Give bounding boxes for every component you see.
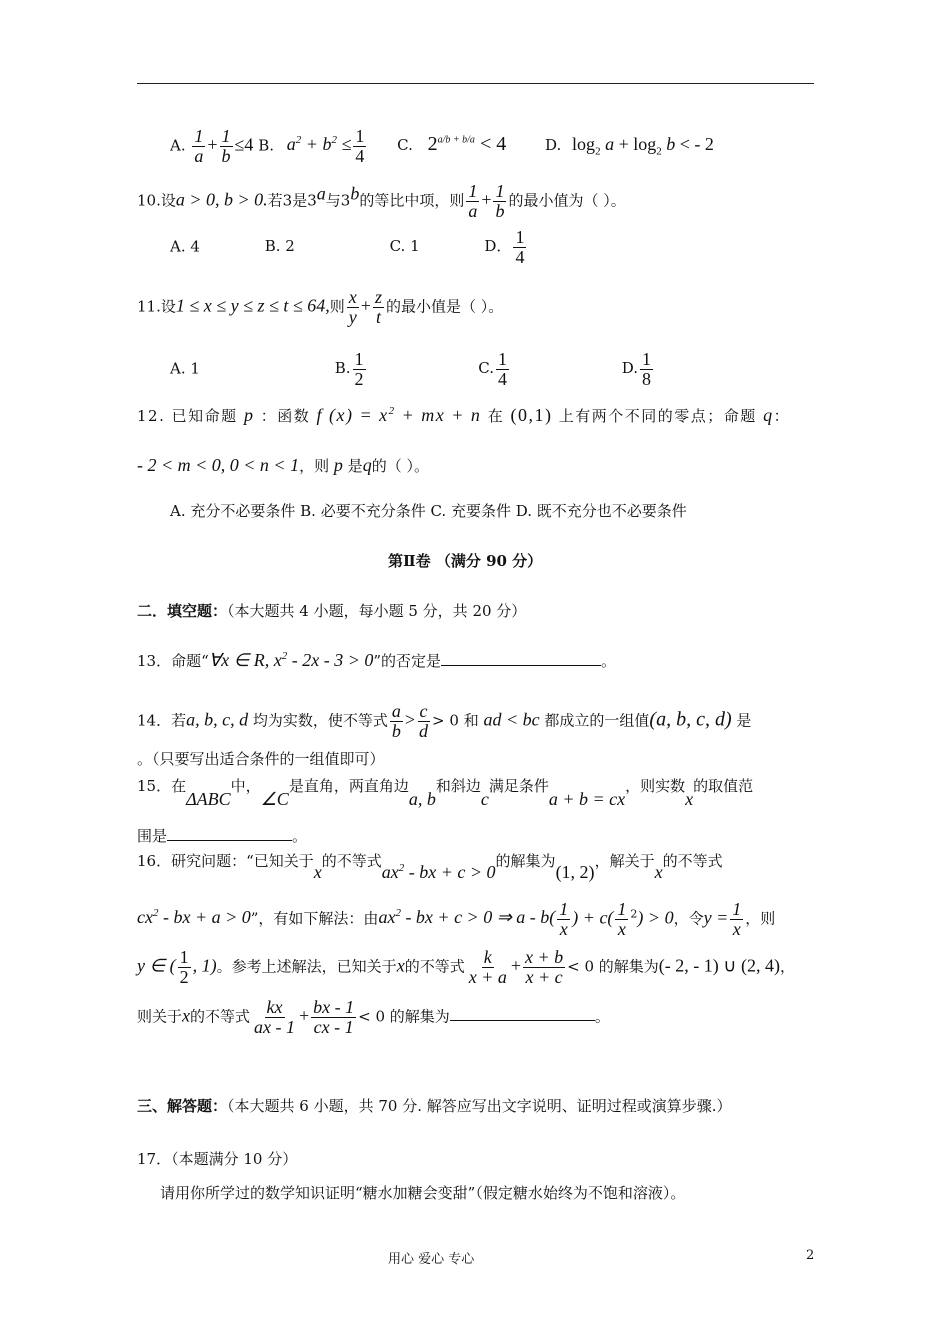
footer-motto: 用心 爱心 专心: [388, 1252, 475, 1267]
question-16-line4: 则关于x的不等式 $\frac{kx}{ax - 1}$ + $\frac{bx - 1}{cx - 1}$ < 0 的解集为 。: [137, 997, 610, 1037]
q12-options: A. 充分不必要条件 B. 必要不充分条件 C. 充要条件 D. 既不充分也不必要条件: [170, 502, 687, 520]
section-2-title: 第Ⅱ卷 （满分 90 分）: [388, 552, 543, 570]
question-16-line2: $cx^2$ - bx + a > 0”，有如下解法：由$ax^2$ - bx + c > 0 ⇒ a - b( $\frac{1}{x}$ ) + c( $\frac{1}{x}$ $^2$) > 0，令y = $\frac{1}{x}$ ，则: [137, 899, 776, 939]
fill-in-heading: 二．填空题：（本大题共 4 小题，每小题 5 分，共 20 分）: [137, 602, 527, 620]
question-16-line3: y ∈ ( $\frac{1}{2}$ , 1)。参考上述解法，已知关于x的不等式 $\frac{k}{x + a}$ + $\frac{x + b}{x + c}$ < 0 的解集为(- 2, - 1) ∪ (2, 4)，: [137, 947, 795, 987]
q10-options: A. 4 B. 2 C. 1 D． $\frac{1}{4}$: [170, 227, 525, 267]
question-12-line2: - 2 < m < 0, 0 < n < 1，则 p 是q的（ ）。: [137, 455, 429, 475]
question-10: 10.设a > 0, b > 0.若3是3$^a$与3$^b$的等比中项，则 $\frac{1}{a}$ + $\frac{1}{b}$ 的最小值为（ ）。: [137, 181, 626, 221]
question-15-line2: 围是 。: [137, 827, 308, 845]
question-12-line1: 12. 已知命题 p ：函数 f $(x) = x^2$ + mx + n 在 (0,1) 上有两个不同的零点；命题 q：: [137, 405, 791, 425]
question-16-line1: 16．研究问题：“已知关于x的不等式$ax^2$ - bx + c > 0的解集为(1, 2)，解关于x的不等式: [137, 852, 723, 882]
question-15: 15．在ΔABC中，∠C是直角，两直角边a, b和斜边c满足条件a + b = cx，则实数x的取值范: [137, 777, 754, 809]
header-rule: [137, 83, 814, 84]
question-17-text: 请用你所学过的数学知识证明“糖水加糖会变甜”（假定糖水始终为不饱和溶液）。: [160, 1184, 686, 1202]
question-13: 13．命题“∀x ∈ R, $x^2 - 2x - 3 > 0$”的否定是 。: [137, 650, 617, 670]
q9-options: A. $\frac{1}{a}$ + $\frac{1}{b}$ ≤4 B. $a^2 + b^2$ ≤ $\frac{1}{4}$ C. $2^{a/b + b/a} < 4$ D. $\log_2 a + \log_2 b$ < - 2: [170, 126, 714, 166]
question-14: 14．若a, b, c, d 均为实数，使不等式 $\frac{a}{b}$ > $\frac{c}{d}$ > 0 和 ad < bc 都成立的一组值(a, b, c, d) 是: [137, 701, 752, 741]
question-14-line2: 。（只要写出适合条件的一组值即可）: [137, 750, 385, 768]
answer-heading: 三、解答题：（本大题共 6 小题，共 70 分. 解答应写出文字说明、证明过程或演算步骤.）: [137, 1097, 732, 1115]
q11-options: A. 1 B. $\frac{1}{2}$ C. $\frac{1}{4}$ D. $\frac{1}{8}$: [170, 349, 652, 389]
page-number: 2: [806, 1248, 815, 1263]
question-11: 11.设1 ≤ x ≤ y ≤ z ≤ t ≤ 64,则 $\frac{x}{y}$ + $\frac{z}{t}$ 的最小值是（ ）。: [137, 287, 504, 327]
question-17-title: 17．（本题满分 10 分）: [137, 1150, 298, 1168]
